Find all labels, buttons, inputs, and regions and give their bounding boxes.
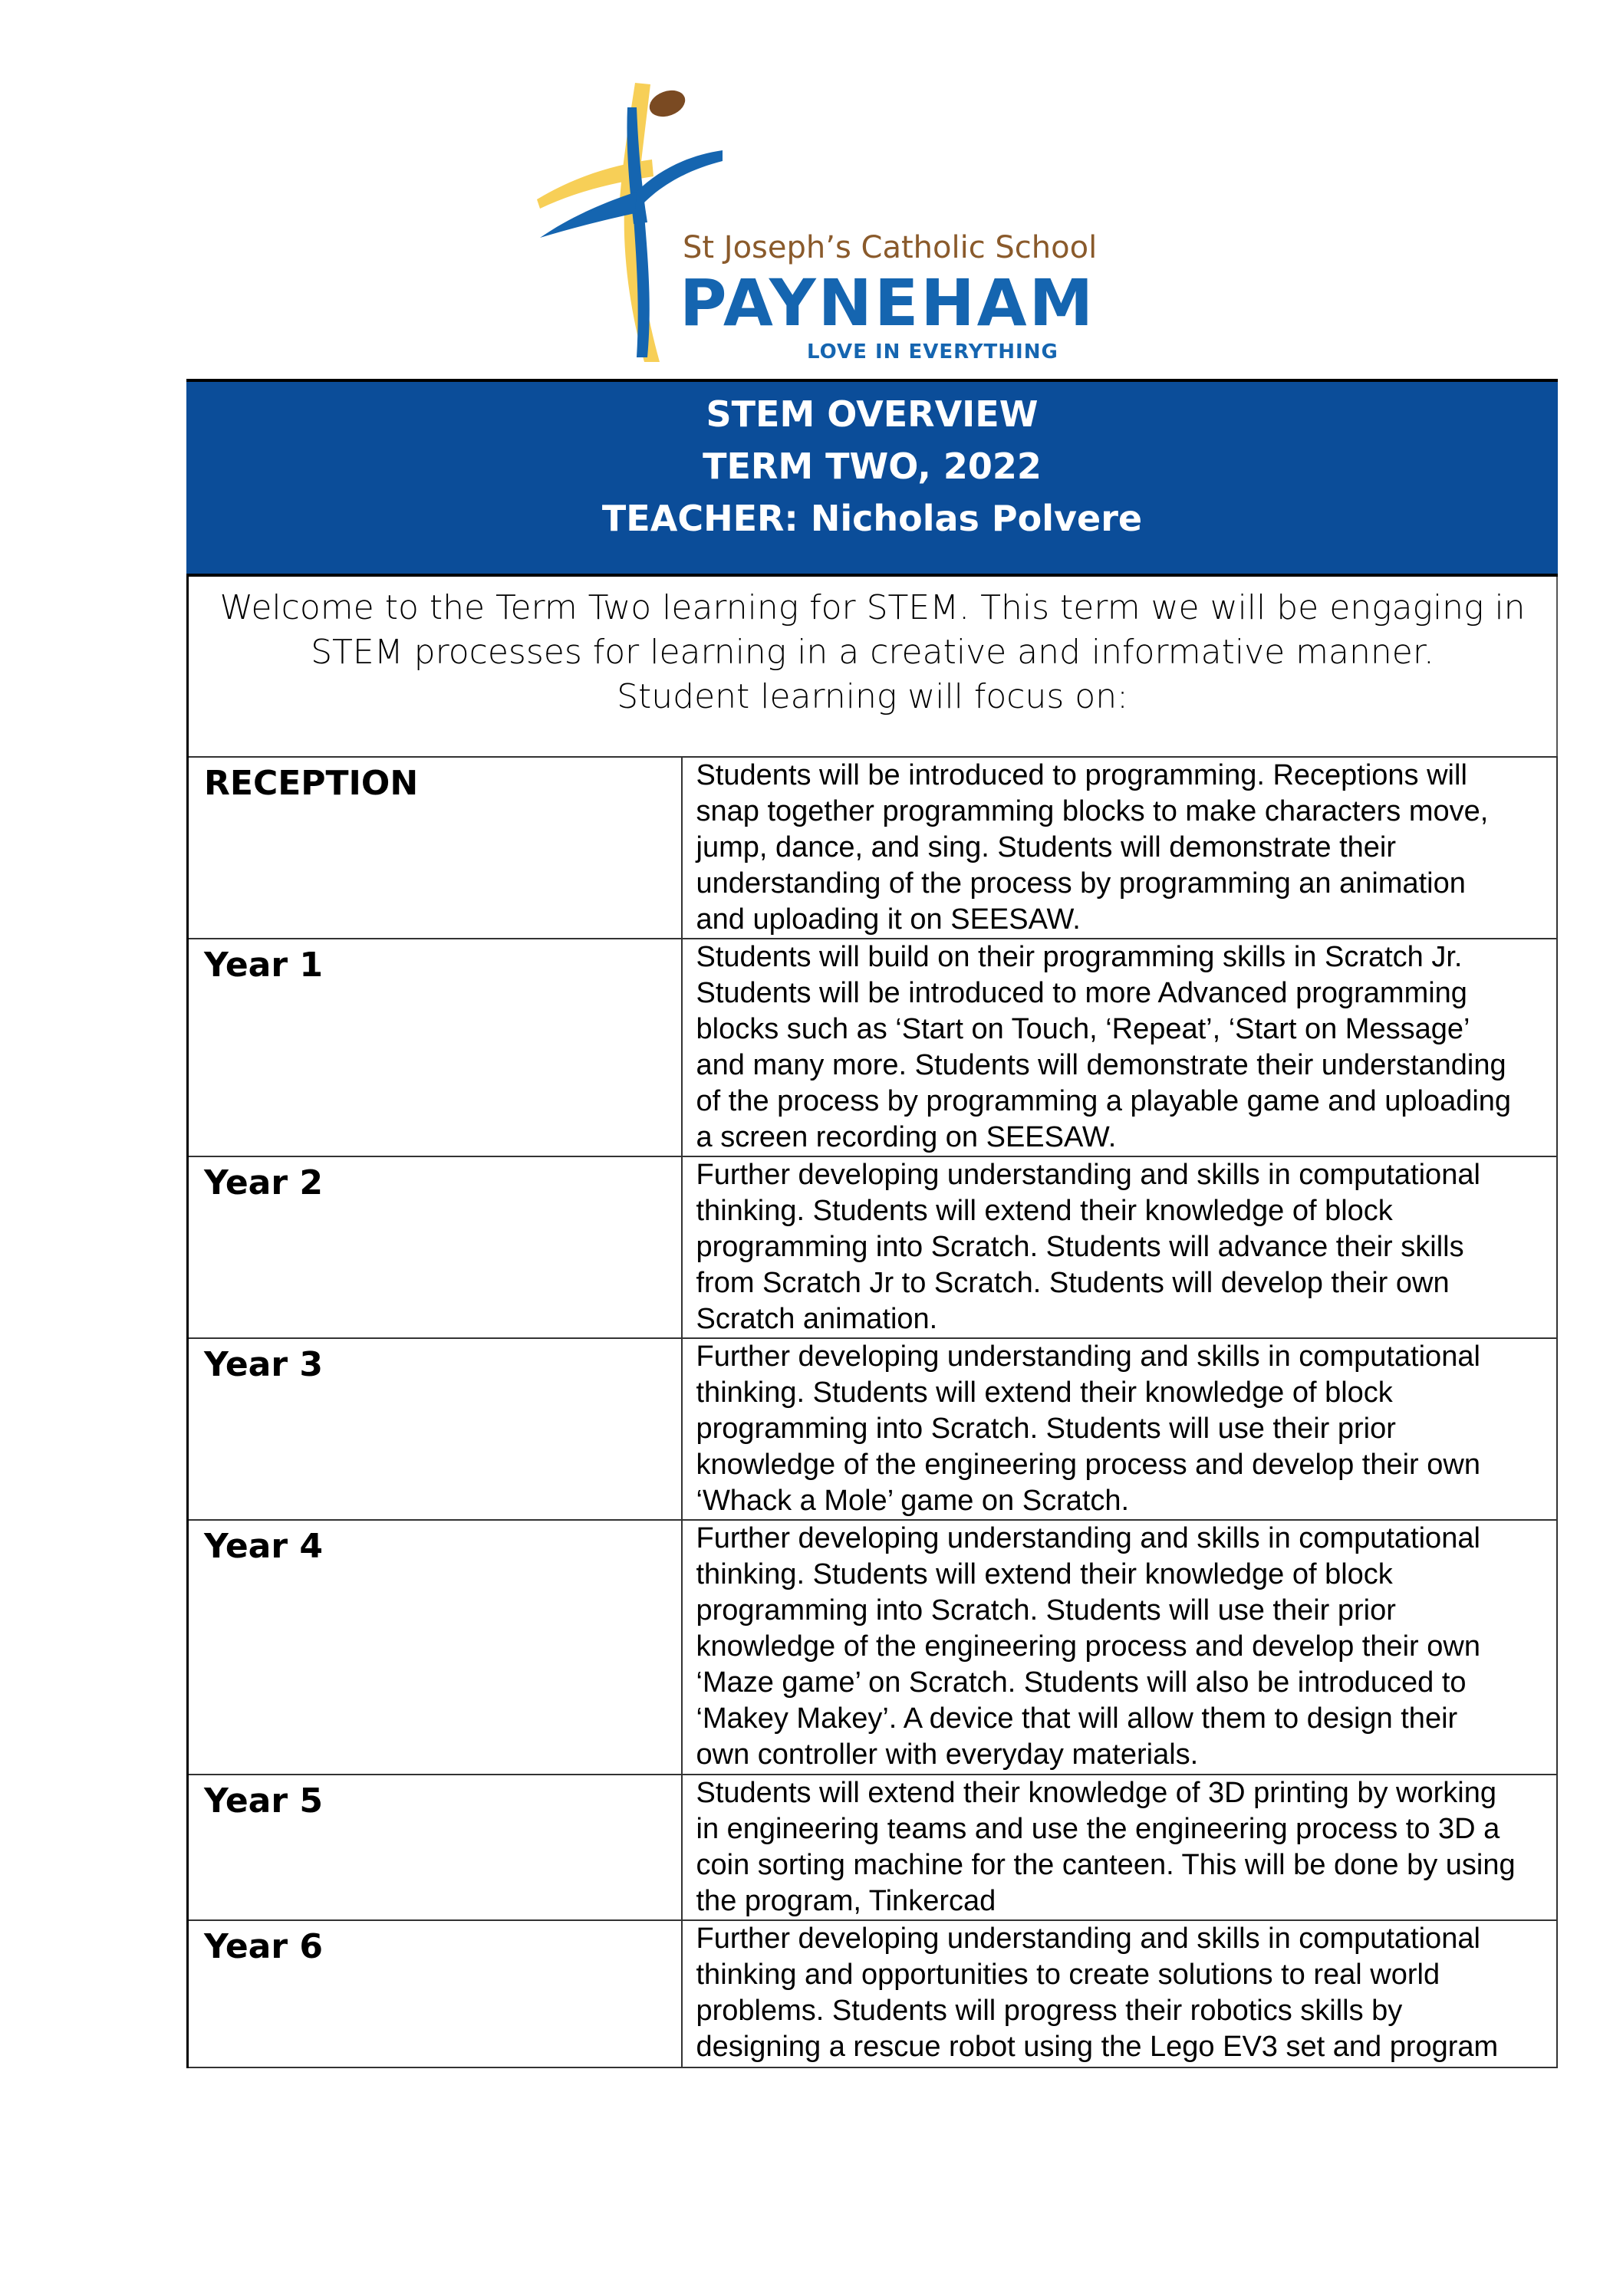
description-line: of the process by programming a playable game and uploading	[696, 1085, 1512, 1117]
description-line: and uploading it on SEESAW.	[696, 903, 1081, 936]
banner-title: STEM OVERVIEW	[706, 393, 1039, 435]
table-row	[188, 1338, 1558, 1520]
table-row	[188, 1920, 1558, 2067]
description-line: programming into Scratch. Students will use their prior	[696, 1413, 1396, 1445]
year-label: RECEPTION	[188, 757, 682, 939]
year-description	[682, 1156, 1558, 1338]
description-line: jump, dance, and sing. Students will demonstrate their	[696, 831, 1397, 863]
description-line: own controller with everyday materials.	[696, 1738, 1199, 1771]
year-label: Year 5	[188, 1775, 682, 1920]
description-line: Further developing understanding and skills in computational	[696, 1340, 1480, 1373]
description-line: coin sorting machine for the canteen. This will be done by using	[696, 1849, 1516, 1881]
description-line: programming into Scratch. Students will use their prior	[696, 1594, 1396, 1627]
intro-line: Student learning will focus on:	[617, 677, 1128, 716]
description-line: programming into Scratch. Students will advance their skills	[696, 1231, 1464, 1263]
year-description	[682, 1775, 1558, 1920]
description-line: Further developing understanding and skills in computational	[696, 1159, 1480, 1191]
school-name: St Joseph’s Catholic School	[683, 230, 1098, 265]
description-line: ‘Maze game’ on Scratch. Students will also be introduced to	[696, 1666, 1467, 1699]
year-description	[682, 1520, 1558, 1775]
year-label: Year 4	[188, 1520, 682, 1775]
description-line: a screen recording on SEESAW.	[696, 1121, 1117, 1153]
table-row	[188, 1775, 1558, 1920]
year-description	[682, 757, 1558, 939]
description-line: ‘Makey Makey’. A device that will allow them to design their	[696, 1702, 1458, 1735]
description-line: Scratch animation.	[696, 1303, 938, 1335]
description-line: blocks such as ‘Start on Touch, ‘Repeat’, ‘Start on Message’	[696, 1013, 1470, 1045]
description-line: from Scratch Jr to Scratch. Students will develop their own	[696, 1267, 1450, 1299]
description-line: snap together programming blocks to make characters move,	[696, 795, 1489, 827]
year-description	[682, 1920, 1558, 2067]
banner-term: TERM TWO, 2022	[703, 446, 1042, 487]
intro-line: STEM processes for learning in a creative and informative manner.	[311, 633, 1434, 672]
description-line: thinking. Students will extend their knowledge of block	[696, 1377, 1393, 1409]
year-label: Year 6	[188, 1920, 682, 2067]
year-label: Year 3	[188, 1338, 682, 1520]
description-line: designing a rescue robot using the Lego EV3 set and program	[696, 2031, 1499, 2063]
description-line: in engineering teams and use the engineering process to 3D a	[696, 1813, 1500, 1845]
description-line: knowledge of the engineering process and develop their own	[696, 1449, 1480, 1481]
table-row	[188, 1156, 1558, 1338]
school-logo	[522, 77, 1098, 368]
banner-teacher: TEACHER: Nicholas Polvere	[601, 498, 1143, 539]
description-line: Further developing understanding and skills in computational	[696, 1923, 1480, 1955]
description-line: thinking. Students will extend their knowledge of block	[696, 1195, 1393, 1227]
year-description	[682, 1338, 1558, 1520]
year-label: Year 2	[188, 1156, 682, 1338]
year-description	[682, 939, 1558, 1156]
description-line: Students will be introduced to programming. Receptions will	[696, 759, 1467, 791]
table-row	[188, 939, 1558, 1156]
description-line: and many more. Students will demonstrate their understanding	[696, 1049, 1506, 1081]
title-banner	[186, 379, 1558, 577]
intro-line: Welcome to the Term Two learning for STEM. This term we will be engaging in	[219, 588, 1526, 627]
description-line: the program, Tinkercad	[696, 1885, 996, 1917]
description-line: Further developing understanding and skills in computational	[696, 1522, 1480, 1554]
description-line: problems. Students will progress their robotics skills by	[696, 1995, 1403, 2027]
school-town: PAYNEHAM	[680, 265, 1096, 340]
year-label: Year 1	[188, 939, 682, 1156]
description-line: thinking and opportunities to create solutions to real world	[696, 1959, 1440, 1991]
year-overview-table	[186, 756, 1558, 2068]
table-row	[188, 757, 1558, 939]
description-line: thinking. Students will extend their knowledge of block	[696, 1558, 1393, 1590]
description-line: Students will be introduced to more Advanced programming	[696, 977, 1467, 1009]
school-motto: LOVE IN EVERYTHING	[807, 340, 1058, 363]
intro-text	[186, 577, 1558, 756]
description-line: Students will extend their knowledge of 3D printing by working	[696, 1777, 1496, 1809]
description-line: knowledge of the engineering process and develop their own	[696, 1630, 1480, 1663]
description-line: understanding of the process by programming an animation	[696, 867, 1466, 900]
description-line: Students will build on their programming skills in Scratch Jr.	[696, 941, 1463, 973]
table-row	[188, 1520, 1558, 1775]
description-line: ‘Whack a Mole’ game on Scratch.	[696, 1485, 1130, 1517]
